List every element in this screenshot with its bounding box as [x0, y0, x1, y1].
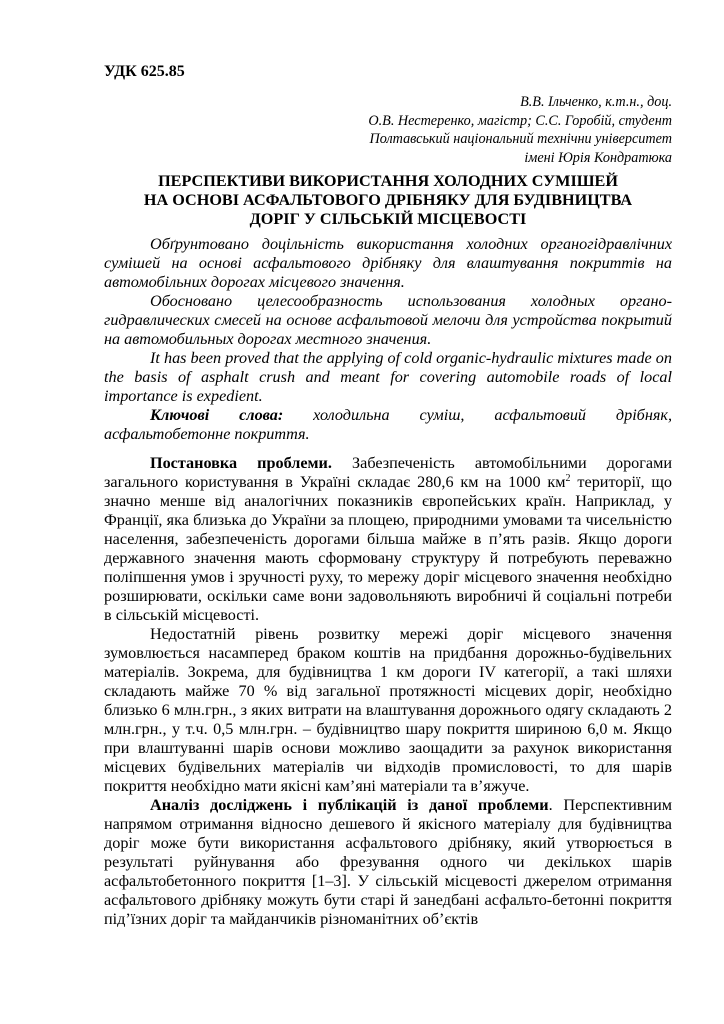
section-heading-problem: Постановка проблеми. [150, 454, 332, 472]
author-line: О.В. Нестеренко, магістр; С.С. Горобій, студент [368, 112, 672, 129]
keywords-label: Ключові слова: [150, 406, 284, 424]
authors-block [104, 93, 672, 167]
author-line: В.В. Ільченко, к.т.н., доц. [520, 94, 672, 110]
body-text: території, що значно менше від аналогічних показників європейських країн. Наприклад, у Франції, яка близька до України за площею, природними умовами та чисельністю населення, забезпеченість дорогами більша майже в п’ять разів. Якщо дороги державного значення мають сформовану структуру й потребують переважно поліпшення умов і зручності руху, то мережу доріг місцевого значення необхідно розширювати, оскільки саме вони задовольняють виробничі й соціальні потреби в сільській місцевості. [104, 473, 672, 624]
keywords-text: холодильна суміш, асфальтовий дрібняк, асфальтобетонне покриття. [104, 406, 673, 443]
spacer [104, 444, 672, 454]
title-line: ДОРІГ У СІЛЬСЬКІЙ МІСЦЕВОСТІ [249, 210, 527, 228]
problem-paragraph-2: Недостатній рівень розвитку мережі доріг місцевого значення зумовлюється насамперед браком коштів на придбання дорожньо-будівельних матеріалів. Зокрема, для будівництва 1 км дороги IV категорії, а такі шляхи складають майже 70 % від загальної протяжності місцевих доріг, необхідно близько 6 млн.грн., з яких витрати на влаштування дорожнього одягу складають 2 млн.грн., у т.ч. 0,5 млн.грн. – будівництво шару покриття шириною 6,0 м. Якщо при влаштуванні шарів основи можливо заощадити за рахунок використання місцевих будівельних матеріалів чи відходів промисловості, то для шарів покриття необхідно мати якісні кам’яні матеріали та в’яжуче. [104, 625, 672, 795]
abstract-en: It has been proved that the applying of cold organic-hydraulic mixtures made on the basis of asphalt crush and meant for covering automobile roads of local importance is expedient. [104, 349, 672, 405]
paper-title [104, 172, 672, 229]
body-text: . Перспективним напрямом отримання відносно дешевого й якісного матеріалу для будівництва доріг може бути використання асфальтового дрібняку, який утворюється в результаті руйнування або фрезування одного чи декількох шарів асфальтобетонного покриття [1–3]. У сільській місцевості джерелом отримання асфальтового дрібняку можуть бути старі й занедбані асфальто-бетонні покриття під’їзних доріг та майданчиків різноманітних об’єктів [104, 796, 672, 928]
problem-paragraph-1 [104, 454, 672, 625]
affiliation-line: Полтавський національний технічни університет [369, 131, 672, 147]
keywords [104, 406, 672, 444]
superscript: 2 [565, 473, 571, 484]
udc-code: УДК 625.85 [104, 63, 185, 80]
affiliation-line: імені Юрія Кондратюка [524, 149, 672, 166]
document-page [104, 62, 672, 929]
abstract-uk: Обґрунтовано доцільність використання холодних органогідравлічних сумішей на основі асфальтового дрібняку для влаштування покриттів на автомобільних дорогах місцевого значення. [104, 235, 672, 291]
title-line: НА ОСНОВІ АСФАЛЬТОВОГО ДРІБНЯКУ ДЛЯ БУДІВНИЦТВА [143, 191, 633, 209]
title-line: ПЕРСПЕКТИВИ ВИКОРИСТАННЯ ХОЛОДНИХ СУМІШЕЙ [158, 172, 618, 190]
section-heading-analysis: Аналіз досліджень і публікацій із даної проблеми [150, 796, 549, 814]
analysis-paragraph [104, 796, 672, 929]
abstract-ru: Обосновано целесообразность использования холодных органо-гидравлических смесей на основе асфальтовой мелочи для устройства покрытий на автомобильных дорогах местного значения. [104, 292, 672, 348]
body-text: Забезпеченість автомобільними дорогами загального користування в Україні складає 280,6 км на 1000 км [104, 454, 673, 491]
